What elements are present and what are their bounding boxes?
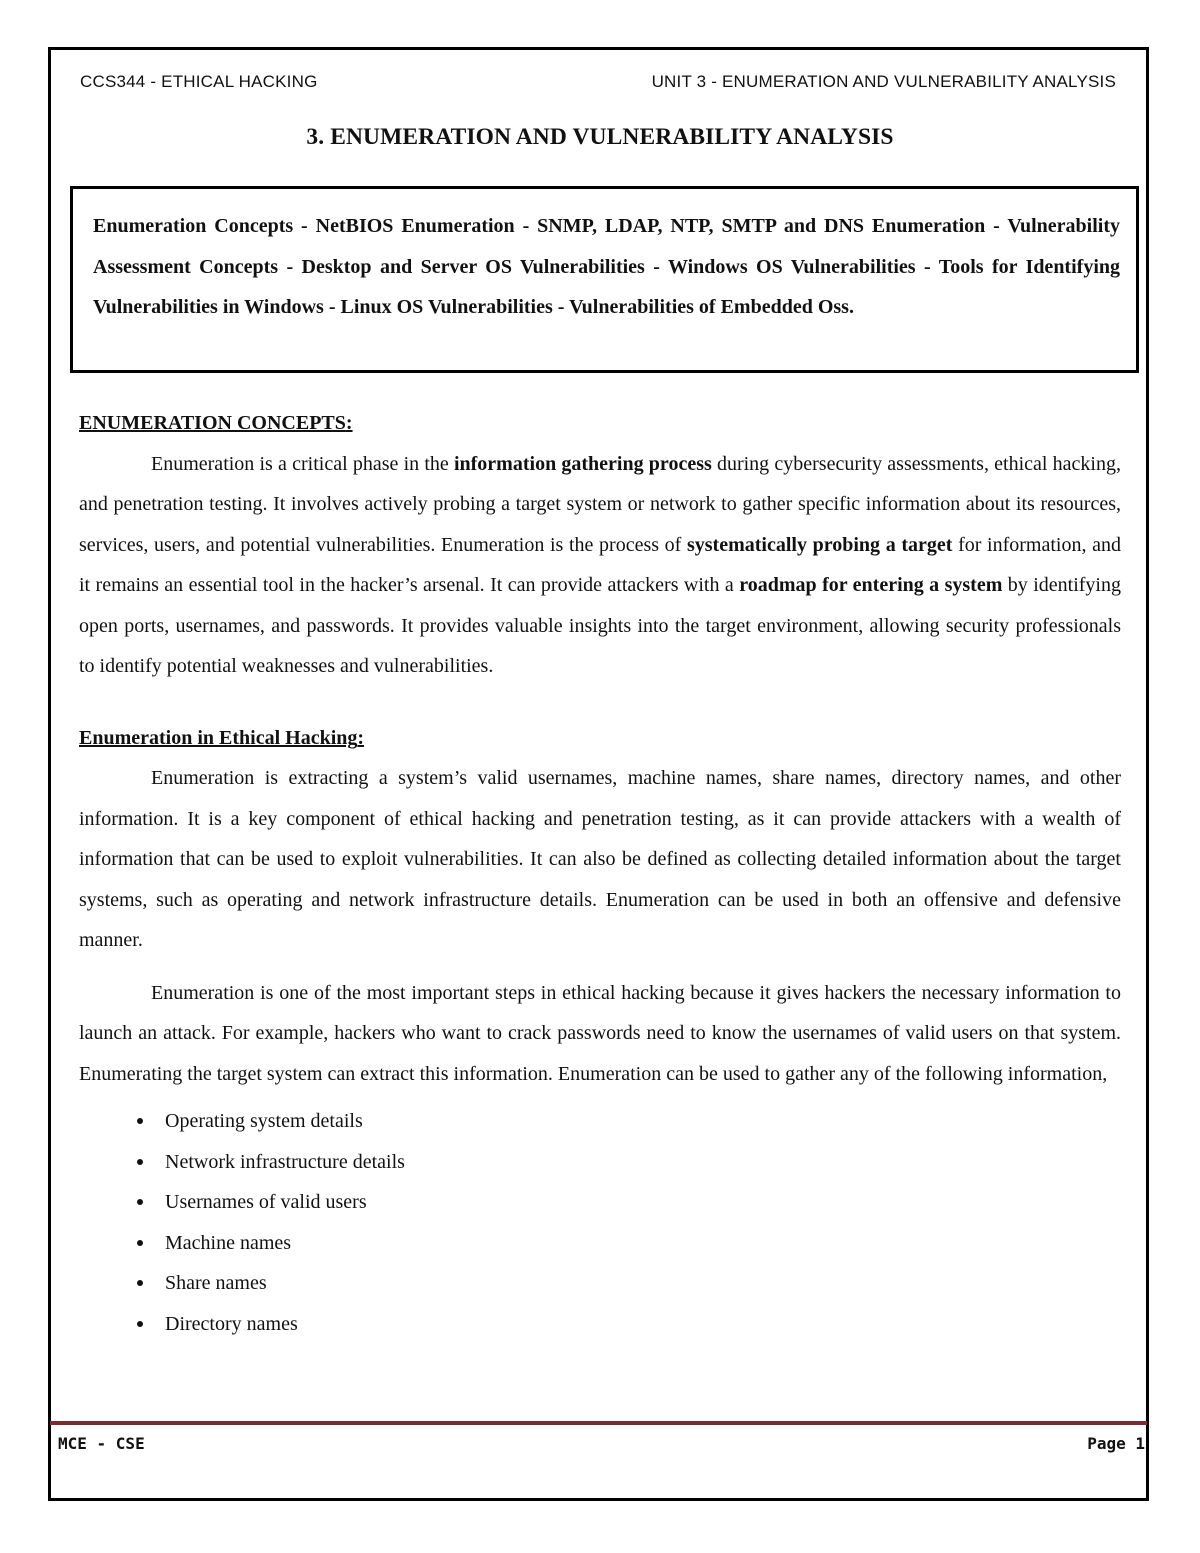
paragraph-enumeration-concepts [79, 444, 1121, 687]
bold-run: information gathering process [453, 452, 712, 475]
page-number: Page 1 [1087, 1434, 1145, 1453]
bullet-icon [137, 1199, 143, 1205]
syllabus-box [70, 186, 1139, 373]
bullet-icon [137, 1280, 143, 1286]
heading-text: Enumeration in Ethical Hacking [79, 726, 358, 749]
bullet-icon [137, 1159, 143, 1165]
heading-colon: : [357, 726, 365, 749]
list-item-text: Operating system details [165, 1110, 363, 1132]
footer-rule [50, 1421, 1147, 1425]
list-item-text: Machine names [165, 1231, 292, 1254]
text-run: for information, and it remains an essential tool in the hacker’s arsenal. It can provide attackers with a [79, 533, 1121, 596]
list-item-text: Usernames of valid users [165, 1191, 367, 1213]
bullet-icon [137, 1240, 143, 1246]
text-run: by identifying open ports, usernames, and passwords. It provides valuable insights into the target environment, allowing security professionals to identify potential weaknesses and vulnerabilities. [79, 574, 1121, 677]
heading-colon: : [345, 412, 353, 434]
information-list [79, 1101, 1121, 1344]
heading-text: ENUMERATION CONCEPTS [79, 412, 346, 434]
running-header [80, 72, 1116, 96]
list-item [137, 1304, 1121, 1345]
chapter-title: 3. ENUMERATION AND VULNERABILITY ANALYSIS [306, 124, 894, 150]
bullet-icon [137, 1118, 143, 1124]
footer-department: MCE - CSE [58, 1434, 145, 1453]
list-item [137, 1142, 1121, 1183]
paragraph-enumeration-definition: Enumeration is extracting a system’s valid usernames, machine names, share names, directory names, and other information. It is a key component of ethical hacking and penetration testing, as it can provide attackers with a wealth of information that can be used to exploit vulnerabilities. It can also be defined as collecting detailed information about the target systems, such as operating and network infrastructure details. Enumeration can be used in both an offensive and defensive manner. [79, 767, 1121, 951]
list-item [137, 1101, 1121, 1142]
section-heading-enumeration-concepts [79, 403, 1121, 444]
paragraph-enumeration-importance: Enumeration is one of the most important steps in ethical hacking because it gives hackers the necessary information to launch an attack. For example, hackers who want to crack passwords need to know the usernames of valid users on that system. Enumerating the target system can extract this information. Enumeration can be used to gather any of the following information, [79, 981, 1121, 1085]
text-run: during cybersecurity assessments, ethical hacking, and penetration testing. It involves actively probing a target system or network to gather specific information about its resources, services, users, and potential vulnerabilities. Enumeration is the process of [79, 452, 1121, 556]
section-heading-enumeration-in-ethical-hacking [79, 718, 1121, 759]
list-item-text: Share names [165, 1272, 267, 1294]
bullet-icon [137, 1321, 143, 1327]
bold-run: systematically probing a target [686, 533, 953, 556]
course-name: CCS344 - ETHICAL HACKING [80, 72, 318, 91]
list-item [137, 1223, 1121, 1264]
list-item [137, 1263, 1121, 1304]
list-item-text: Network infrastructure details [165, 1150, 405, 1173]
list-item-text: Directory names [165, 1312, 298, 1335]
syllabus-text: Enumeration Concepts - NetBIOS Enumeration - SNMP, LDAP, NTP, SMTP and DNS Enumeration - Vulnerability Assessment Concepts - Desktop and Server OS Vulnerabilities - Windows OS Vulnerabilities - Tools for Identifying Vulnerabilities in Windows - Linux OS Vulnerabilities - Vulnerabilities of Embedded Oss. [93, 215, 1120, 318]
text-run: Enumeration is a critical phase in the [151, 452, 454, 475]
document-body [79, 403, 1121, 1344]
unit-name: UNIT 3 - ENUMERATION AND VULNERABILITY ANALYSIS [651, 72, 1116, 91]
list-item [137, 1182, 1121, 1223]
bold-run: roadmap for entering a system [739, 574, 1003, 596]
